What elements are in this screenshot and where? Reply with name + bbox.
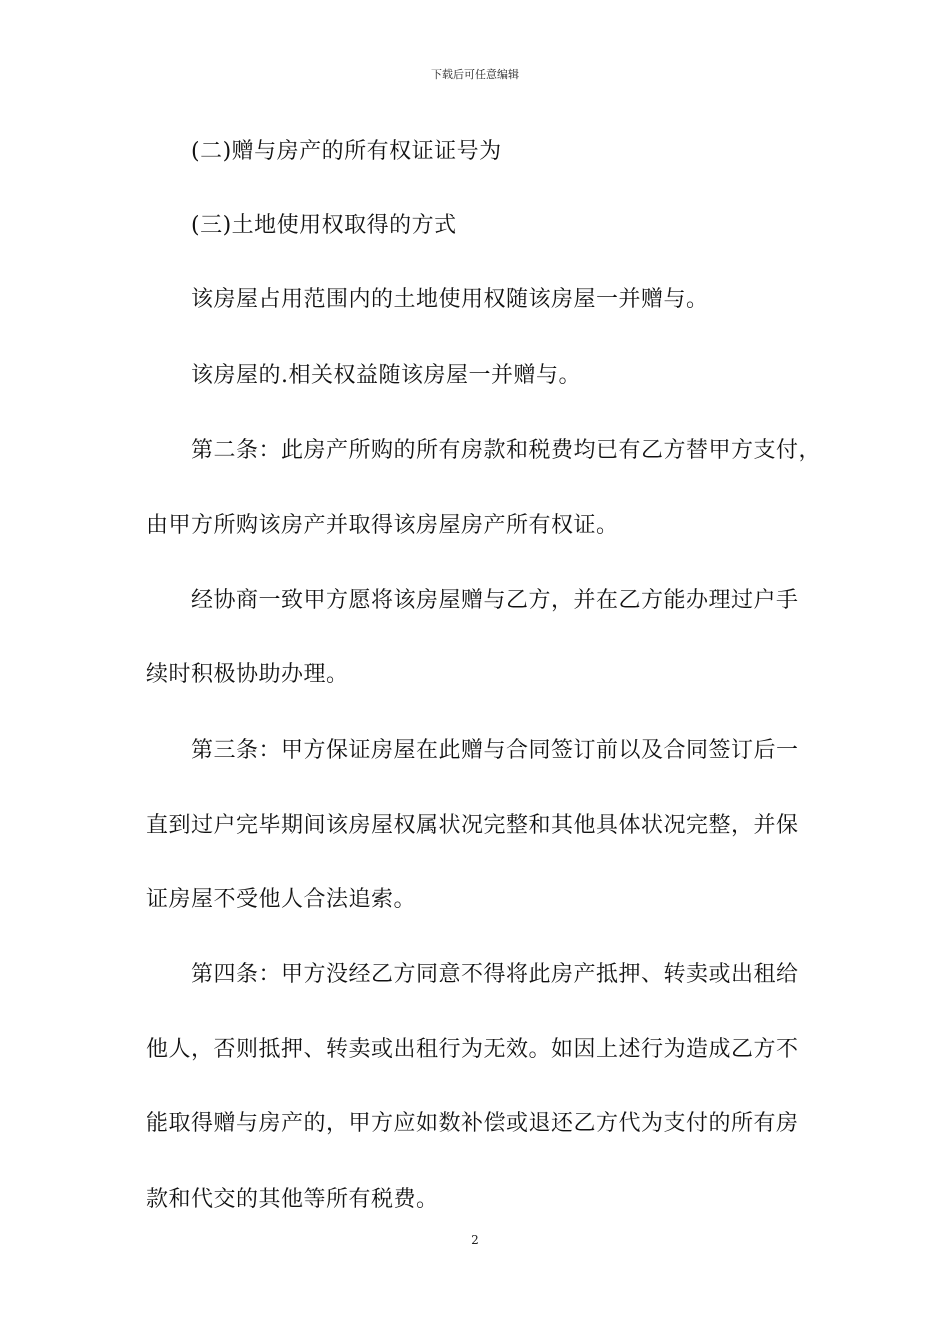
article-four-line: 第四条：甲方没经乙方同意不得将此房产抵押、转卖或出租给 (191, 962, 799, 987)
paragraph-line: 经协商一致甲方愿将该房屋赠与乙方，并在乙方能办理过户手 (191, 588, 799, 613)
clause-line: (二)赠与房产的所有权证证号为 (191, 139, 502, 164)
article-four-line: 款和代交的其他等所有税费。 (146, 1187, 439, 1212)
page-number: 2 (471, 1233, 479, 1247)
clause-line: (三)土地使用权取得的方式 (191, 213, 457, 238)
article-three-line: 证房屋不受他人合法追索。 (146, 887, 417, 912)
paragraph-line: 该房屋的.相关权益随该房屋一并赠与。 (191, 363, 581, 388)
article-four-line: 他人，否则抵押、转卖或出租行为无效。如因上述行为造成乙方不 (146, 1037, 799, 1062)
article-four-line: 能取得赠与房产的，甲方应如数补偿或退还乙方代为支付的所有房 (146, 1111, 799, 1136)
article-two-line: 由甲方所购该房产并取得该房屋房产所有权证。 (146, 513, 619, 538)
paragraph-line: 该房屋占用范围内的土地使用权随该房屋一并赠与。 (191, 287, 709, 312)
paragraph-line: 续时积极协助办理。 (146, 662, 349, 687)
article-three-line: 第三条：甲方保证房屋在此赠与合同签订前以及合同签订后一 (191, 738, 799, 763)
article-two-line: 第二条：此房产所购的所有房款和税费均已有乙方替甲方支付， (191, 438, 822, 463)
article-three-line: 直到过户完毕期间该房屋权属状况完整和其他具体状况完整，并保 (146, 813, 799, 838)
page-header: 下载后可任意编辑 (431, 68, 519, 81)
